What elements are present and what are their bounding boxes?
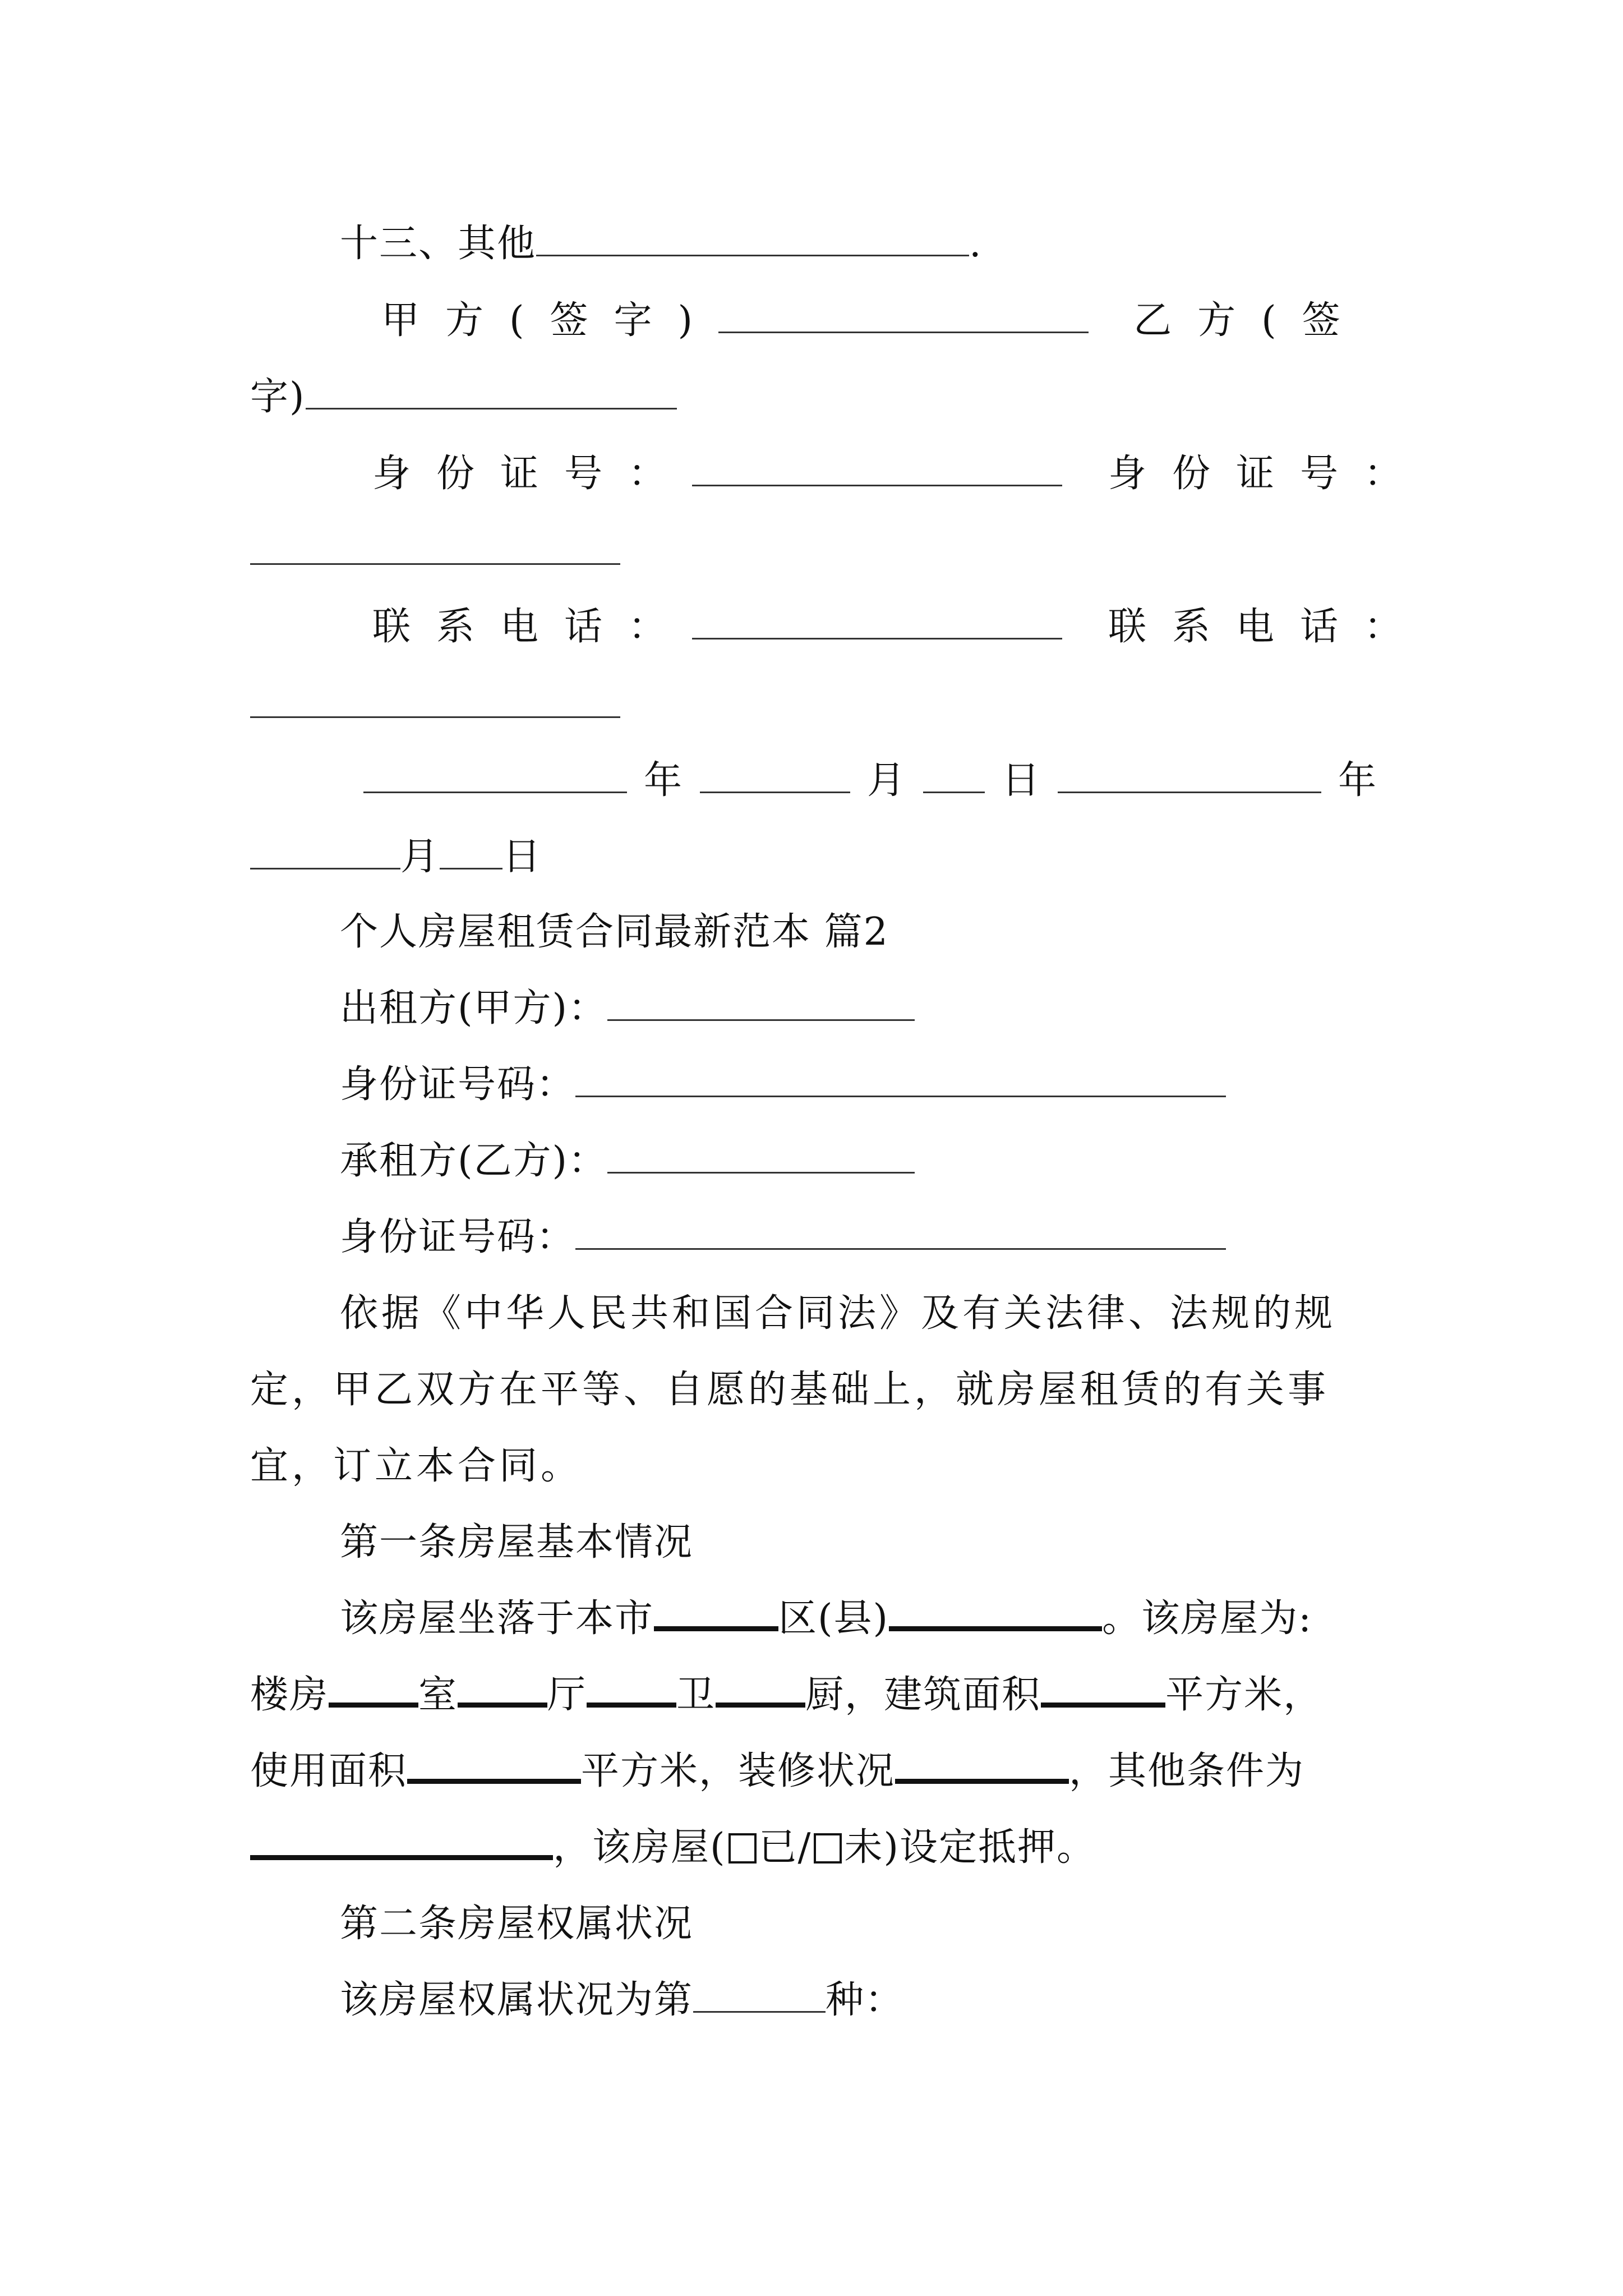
phone-line [372, 605, 1428, 650]
a1-sqm-label: 平方米， [1165, 1673, 1323, 1717]
a1-building-label: 楼房 [250, 1673, 329, 1717]
article1-line-4 [250, 1825, 1096, 1870]
a2-status-label: 该房屋权属状况为第 [340, 1978, 694, 2022]
a1-other-label: ，其他条件为 [1069, 1749, 1305, 1793]
article1-title: 第一条房屋基本情况 [340, 1520, 694, 1565]
a1-kitchen-label: 厨，建筑面积 [805, 1673, 1041, 1717]
county-address-blank[interactable] [889, 1597, 1102, 1631]
item13-label: 十三、其他 [340, 222, 537, 266]
phone-a-blank[interactable] [692, 605, 1062, 639]
a1-mortgage-label: ，该房屋( [553, 1825, 726, 1870]
id-no-a-label: 身份证号： [372, 452, 693, 496]
year1-label: 年 [644, 758, 684, 803]
article2-title: 第二条房屋权属状况 [340, 1902, 694, 1946]
month1-label: 月 [867, 758, 907, 803]
other-conditions-blank[interactable] [250, 1826, 553, 1860]
article1-line-1 [340, 1596, 1312, 1641]
year1-blank[interactable] [363, 759, 627, 793]
a1-room-label: 室 [418, 1673, 458, 1717]
month2-label: 月 [400, 835, 440, 879]
lessor-line [340, 986, 915, 1031]
kitchens-blank[interactable] [716, 1673, 805, 1708]
a1-yes-label: 已/ [758, 1825, 812, 1870]
mortgaged-yes-checkbox[interactable] [728, 1833, 757, 1864]
a1-type-label: 。该房屋为: [1102, 1596, 1312, 1641]
id-number-line [372, 452, 1428, 496]
lessor-label: 出租方(甲方)： [340, 986, 608, 1030]
a1-decor-label: 平方米，装修状况 [581, 1749, 896, 1793]
lessor-blank[interactable] [607, 987, 915, 1021]
lessee-line [340, 1139, 915, 1184]
item13-line [340, 222, 983, 266]
id-number-b-line [250, 530, 620, 575]
year2-blank[interactable] [1058, 759, 1321, 793]
article1-line-2 [250, 1673, 1322, 1718]
rooms-blank[interactable] [329, 1673, 418, 1708]
lessee-id-label: 身份证号码： [340, 1215, 576, 1259]
mortgaged-no-checkbox[interactable] [814, 1833, 842, 1864]
a1-bath-label: 卫 [676, 1673, 716, 1717]
lessor-id-blank[interactable] [575, 1063, 1226, 1097]
party-b-sign-end: 字) [250, 375, 306, 419]
usable-area-blank[interactable] [407, 1750, 581, 1784]
party-a-sign-blank[interactable] [718, 299, 1089, 333]
intro-line-2: 定，甲乙双方在平等、自愿的基础上，就房屋租赁的有关事 [250, 1368, 1330, 1412]
a2-kind-label: 种： [826, 1978, 905, 2022]
signature-line [381, 298, 1366, 343]
phone-b-line [250, 683, 620, 728]
a1-district-label: 区(县) [778, 1596, 889, 1641]
a1-usable-label: 使用面积 [250, 1749, 408, 1793]
party-b-sign-blank[interactable] [306, 375, 677, 409]
lessee-id-blank[interactable] [575, 1216, 1226, 1250]
intro-line-1: 依据《中华人民共和国合同法》及有关法律、法规的规 [340, 1291, 1336, 1336]
baths-blank[interactable] [587, 1673, 676, 1708]
month1-blank[interactable] [700, 759, 850, 793]
day1-label: 日 [1002, 758, 1041, 803]
district-blank[interactable] [654, 1597, 778, 1631]
year2-label: 年 [1338, 758, 1378, 803]
lessor-id-line [340, 1062, 1226, 1107]
item13-blank[interactable] [536, 222, 969, 256]
party-b-sign-label: 乙方(签 [1133, 298, 1366, 343]
phone-a-label: 联系电话： [372, 605, 693, 649]
a1-hall-label: 厅 [547, 1673, 587, 1717]
lessor-id-label: 身份证号码： [340, 1062, 576, 1107]
a1-location-label: 该房屋坐落于本市 [340, 1596, 654, 1641]
day1-blank[interactable] [923, 759, 985, 793]
a1-no-label: 未)设定抵押。 [844, 1825, 1096, 1870]
intro-line-3: 宜，订立本合同。 [250, 1444, 583, 1488]
id-no-a-blank[interactable] [692, 452, 1062, 486]
lessee-blank[interactable] [607, 1139, 915, 1174]
id-no-b-label: 身份证号： [1108, 452, 1428, 496]
date-line [363, 758, 1377, 803]
day2-blank[interactable] [440, 835, 502, 869]
lessee-id-line [340, 1215, 1226, 1260]
phone-b-label: 联系电话： [1108, 605, 1428, 649]
halls-blank[interactable] [458, 1673, 547, 1708]
lessee-label: 承租方(乙方)： [340, 1139, 608, 1183]
signature-line-cont [250, 375, 677, 420]
section2-heading: 个人房屋租赁合同最新范本 篇2 [340, 910, 889, 954]
build-area-blank[interactable] [1041, 1673, 1165, 1708]
day2-label: 日 [502, 835, 542, 879]
article2-line-1 [340, 1978, 904, 2023]
item13-end: . [969, 222, 983, 266]
month2-blank[interactable] [250, 835, 400, 869]
party-a-sign-label: 甲方(签字) [381, 298, 719, 343]
decor-blank[interactable] [895, 1750, 1069, 1784]
date-line-cont [250, 835, 542, 880]
ownership-type-blank[interactable] [693, 1978, 826, 2013]
phone-b-blank[interactable] [250, 684, 620, 718]
id-no-b-blank[interactable] [250, 531, 620, 565]
article1-line-3 [250, 1749, 1304, 1794]
